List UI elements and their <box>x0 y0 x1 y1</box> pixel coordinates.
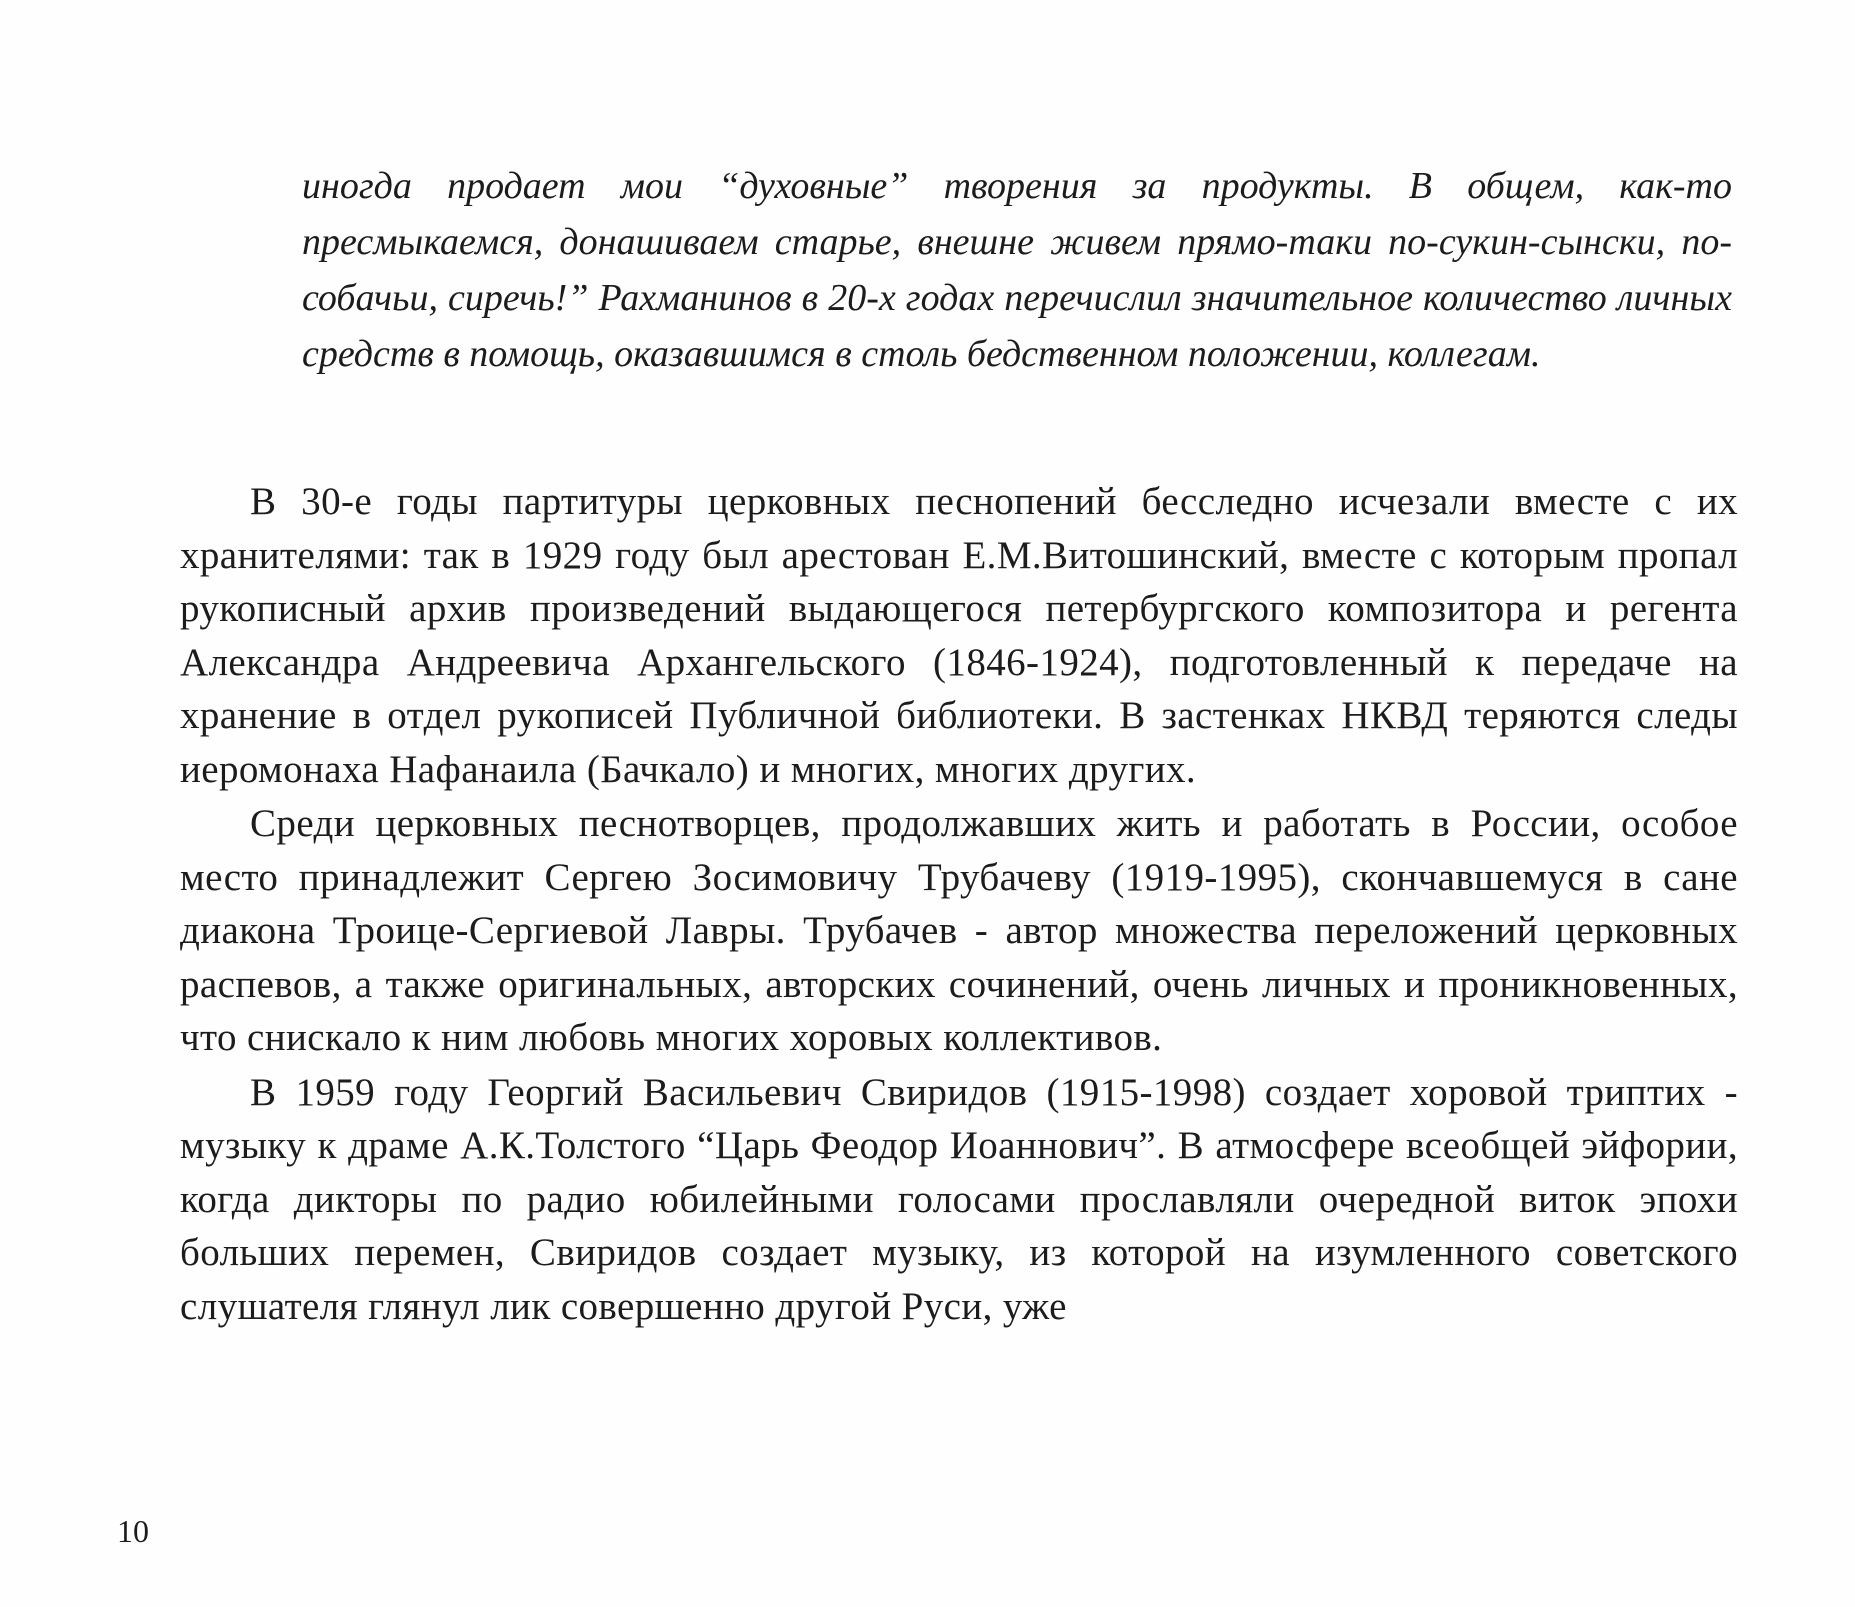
body-text <box>180 475 1738 1333</box>
page-number: 10 <box>117 1513 149 1549</box>
italic-quote: иногда продает мои “духовные” творения за продукты. В общем, как-то пресмыкаемся, донашиваем старье, внешне живем прямо-таки по-сукин-сынски, по-собачьи, сиречь!” Рахманинов в 20-х годах перечислил значительное количество личных средств в помощь, оказавшимся в столь бедственном положении, коллегам. <box>302 165 1732 375</box>
paragraph-2: Среди церковных песнотворцев, продолжавших жить и работать в России, особое место принадлежит Сергею Зосимовичу Трубачеву (1919-1995), скончавшемуся в сане диакона Троице-Сергиевой Лавры. Трубачев - автор множества переложений церковных распевов, а также оригинальных, авторских сочинений, очень личных и проникновенных, что снискало к ним любовь многих хоровых коллективов. <box>180 802 1738 1059</box>
paragraph-3: В 1959 году Георгий Васильевич Свиридов (1915-1998) создает хоровой триптих - музыку к драме А.К.Толстого “Царь Феодор Иоаннович”. В атмосфере всеобщей эйфории, когда дикторы по радио юбилейными голосами прославляли очередной виток эпохи больших перемен, Свиридов создает музыку, из которой на изумленного советского слушателя глянул лик совершенно другой Руси, уже <box>180 1070 1738 1328</box>
paragraph-1: В 30-е годы партитуры церковных песнопений бесследно исчезали вместе с их хранителями: так в 1929 году был арестован Е.М.Витошинский, вместе с которым пропал рукописный архив произведений выдающегося петербургского композитора и регента Александра Андреевича Архангельского (1846-1924), подготовленный к передаче на хранение в отдел рукописей Публичной библиотеки. В застенках НКВД теряются следы иеромонаха Нафанаила (Бачкало) и многих, многих других. <box>180 480 1738 791</box>
